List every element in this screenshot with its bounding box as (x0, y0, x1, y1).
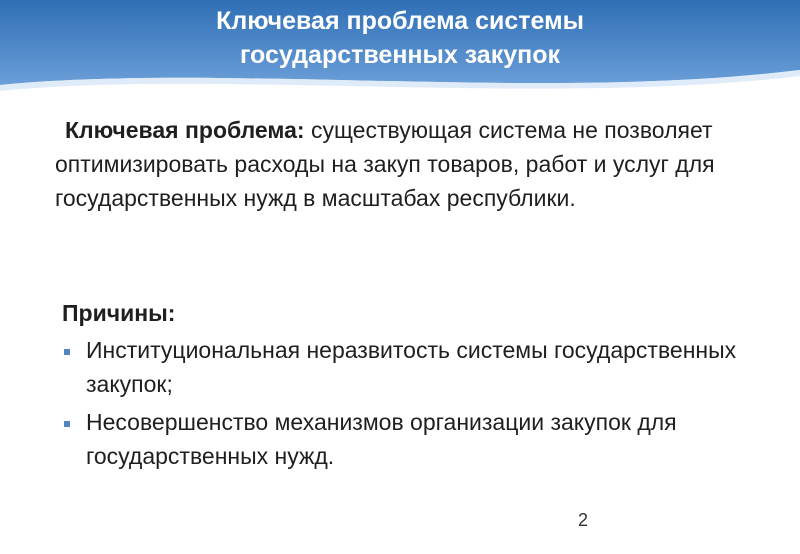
title-line-2: государственных закупок (239, 41, 561, 69)
problem-statement (55, 113, 755, 215)
bullet-icon (64, 421, 70, 427)
reasons-heading: Причины: (62, 300, 176, 326)
problem-text: существующая система не позволяет оптимизировать расходы на закуп товаров, работ и услуг для государственных нужд в масштабах республики. (55, 117, 715, 211)
reasons-list (62, 333, 782, 477)
title-line-1: Ключевая проблема системы (216, 7, 584, 35)
page-number: 2 (578, 510, 589, 530)
reason-text: Институциональная неразвитость системы государственных закупок; (86, 337, 737, 397)
header-band (0, 0, 800, 100)
slide-title (0, 4, 800, 72)
problem-lead: Ключевая проблема: (65, 117, 305, 143)
reason-text: Несовершенство механизмов организации закупок для государственных нужд. (86, 409, 677, 469)
list-item (62, 405, 782, 473)
list-item (62, 333, 782, 401)
bullet-icon (64, 349, 70, 355)
